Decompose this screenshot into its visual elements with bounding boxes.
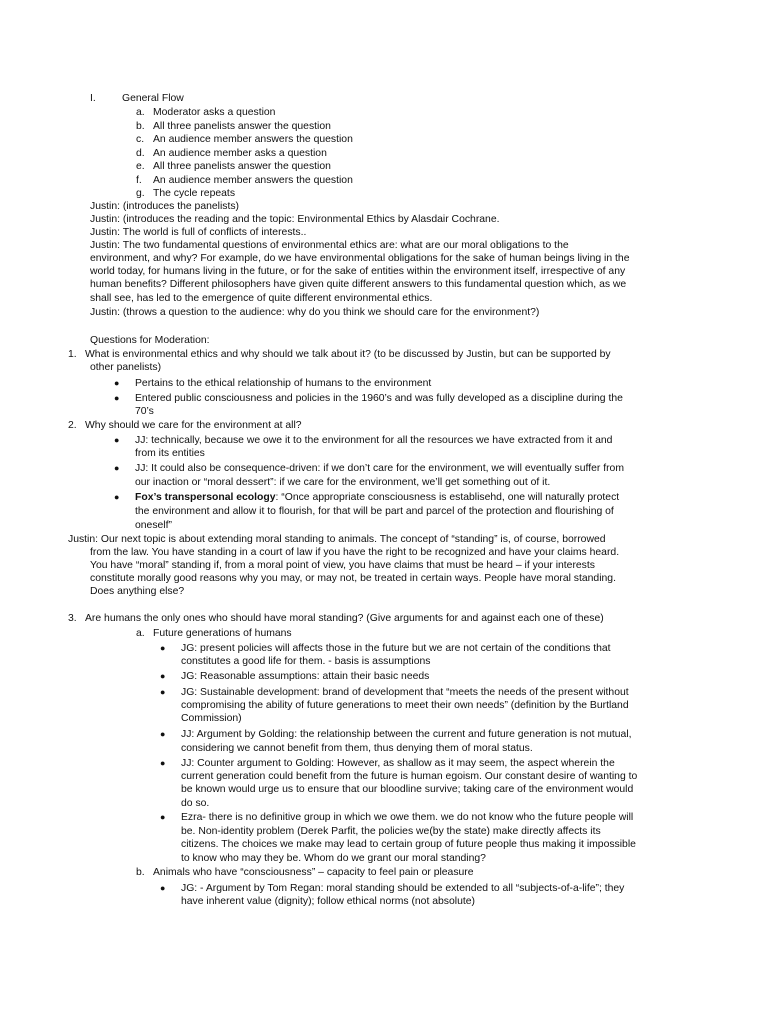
bullet-line: do so. [181,798,210,809]
bullet-line: from its entities [135,448,205,459]
paragraph-line: from the law. You have standing in a court of law if you have the right to be recognized and have your claims heard. [90,547,620,558]
list-item: An audience member answers the question [153,175,353,186]
paragraph-line: Justin: (introduces the panelists) [90,201,240,212]
bullet-line: considering we cannot benefit from them, thus denying them of moral status. [181,743,533,754]
question-line: Are humans the only ones who should have moral standing? (Give arguments for and against each one of these) [85,613,604,624]
paragraph-line: Justin: The world is full of conflicts of interests.. [90,227,307,238]
list-marker: c. [136,134,145,145]
section-title: General Flow [122,93,184,104]
bullet-icon: ● [160,643,166,653]
list-marker: 3. [68,613,77,624]
list-item: Future generations of humans [153,628,292,639]
bullet-line: JG: - Argument by Tom Regan: moral standing should be extended to all “subjects-of-a-life”; they [181,883,625,894]
bullet-icon: ● [160,758,166,768]
list-marker: f. [136,175,142,186]
bullet-line: be. Non-identity problem (Derek Parfit, the policies we(by the state) make directly affects its [181,826,601,837]
paragraph-line: shall see, has led to the emergence of quite different environmental ethics. [90,293,433,304]
list-item: All three panelists answer the question [153,121,331,132]
bullet-text: : “Once appropriate consciousness is establisehd, one will naturally protect [275,492,620,503]
bullet-line: 70’s [135,406,154,417]
bullet-icon: ● [114,393,120,403]
list-marker: 1. [68,349,77,360]
list-marker: e. [136,161,145,172]
bullet-line: to know who may they be. Whom do we grant our moral standing? [181,853,486,864]
list-item: The cycle repeats [153,188,236,199]
bullet-line: Ezra- there is no definitive group in which we owe them. we do not know who the future people will [181,812,634,823]
list-marker: g. [136,188,145,199]
paragraph-line: Justin: (introduces the reading and the topic: Environmental Ethics by Alasdair Cochrane. [90,214,500,225]
list-marker: a. [136,628,145,639]
bullet-line: our inaction or “moral dessert”: if we care for the environment, we’ll get something out of it. [135,477,551,488]
bullet-line: JG: Sustainable development: brand of development that “meets the needs of the present without [181,687,629,698]
bullet-icon: ● [114,492,120,502]
bullet-line: JG: Reasonable assumptions: attain their basic needs [181,671,430,682]
list-marker: d. [136,148,145,159]
question-line: Why should we care for the environment at all? [85,420,302,431]
paragraph-line: constitute morally good reasons why you may, or may not, be treated in certain ways. People have moral standing. [90,573,616,584]
list-marker: 2. [68,420,77,431]
section-marker: I. [90,93,96,104]
bullet-icon: ● [114,435,120,445]
paragraph-line: You have “moral” standing if, from a moral point of view, you have claims that must be heard – if your interests [90,560,595,571]
bullet-icon: ● [114,378,120,388]
bold-term: Fox’s transpersonal ecology [135,492,276,503]
bullet-line: JJ: It could also be consequence-driven: if we don’t care for the environment, we will eventually suffer from [135,463,624,474]
list-marker: b. [136,121,145,132]
list-item: All three panelists answer the question [153,161,331,172]
paragraph-line: environment, and why? For example, do we have environmental obligations for the sake of human beings living in the [90,253,630,264]
list-item: An audience member answers the question [153,134,353,145]
list-item: Animals who have “consciousness” – capacity to feel pain or pleasure [153,867,474,878]
bullet-icon: ● [114,463,120,473]
list-marker: a. [136,107,145,118]
paragraph-line: Justin: The two fundamental questions of environmental ethics are: what are our moral obligations to the [90,240,569,251]
bullet-line: JG: present policies will affects those in the future but we are not certain of the conditions that [181,643,611,654]
list-item: An audience member asks a question [153,148,327,159]
bullet-line: constitutes a good life for them. - basis is assumptions [181,656,431,667]
bullet-line: JJ: Counter argument to Golding: However, as shallow as it may seem, the aspect wherein the [181,758,615,769]
bullet-line: Commission) [181,713,242,724]
bullet-icon: ● [160,729,166,739]
bullet-line: JJ: Argument by Golding: the relationship between the current and future generation is not mutual, [181,729,632,740]
bullet-line: the environment and allow it to flourish, for that will be part and parcel of the protection and flourishing of [135,506,614,517]
bullet-icon: ● [160,883,166,893]
bullet-line: be known would urge us to ensure that our bloodline survive; taking care of the environment would [181,784,634,795]
bullet-line: Pertains to the ethical relationship of humans to the environment [135,378,432,389]
question-line: What is environmental ethics and why should we talk about it? (to be discussed by Justin, but can be supported by [85,349,611,360]
bullet-line: current generation could benefit from the future is human egoism. Our constant desire of wanting to [181,771,638,782]
question-line: other panelists) [90,362,162,373]
bullet-line: have inherent value (dignity); follow ethical norms (not absolute) [181,896,475,907]
bullet-line: compromising the ability of future generations to meet their own needs” (definition by the Burtland [181,700,629,711]
bullet-line: oneself” [135,520,172,531]
bullet-line [135,491,619,505]
bullet-icon: ● [160,671,166,681]
bullet-line: Entered public consciousness and policies in the 1960’s and was fully developed as a discipline during the [135,393,623,404]
paragraph-line: human benefits? Different philosophers have given quite different answers to this fundamental question which, as we [90,279,627,290]
list-item: Moderator asks a question [153,107,276,118]
paragraph-line: world today, for humans living in the future, or for the sake of entities within the environment itself, irrespective of any [90,266,626,277]
paragraph-line: Justin: (throws a question to the audience: why do you think we should care for the environment?) [90,307,540,318]
bullet-icon: ● [160,687,166,697]
bullet-line: citizens. The choices we make may lead to certain group of future people thus making it impossible [181,839,636,850]
list-marker: b. [136,867,145,878]
bullet-line: JJ: technically, because we owe it to the environment for all the resources we have extracted from it and [135,435,613,446]
section-heading: Questions for Moderation: [90,335,210,346]
paragraph-line: Does anything else? [90,586,185,597]
bullet-icon: ● [160,812,166,822]
paragraph-line: Justin: Our next topic is about extending moral standing to animals. The concept of “standing” is, of course, borrowed [68,534,606,545]
